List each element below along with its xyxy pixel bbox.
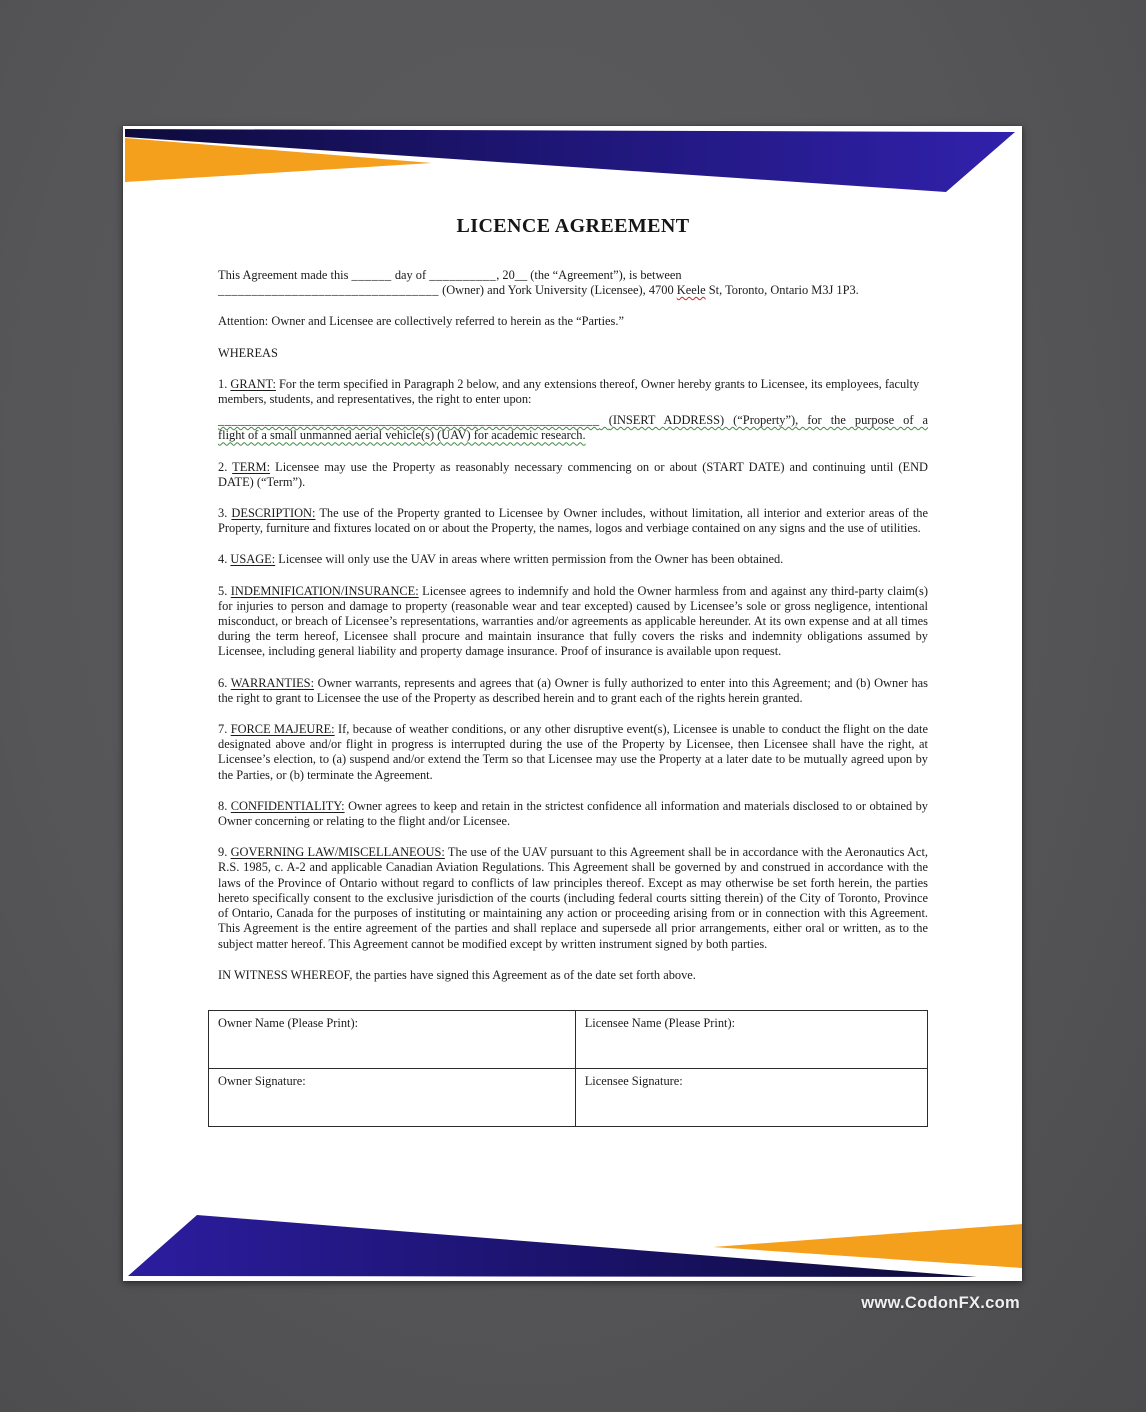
section-heading: WARRANTIES: [230, 675, 315, 690]
insert-address-text: (INSERT ADDRESS) (“Property”), for the purpose of a [608, 413, 929, 428]
blank-month-line: __________ [429, 268, 497, 282]
intro-paragraph [218, 268, 928, 298]
section-body: Licensee will only use the UAV in areas where written permission from the Owner has been obtained. [278, 552, 784, 567]
section-body: The use of the Property granted to Licensee by Owner includes, without limitation, all interior and exterior areas of the Property, furniture and fixtures located on or about the Property, the names, logos and verbiage contained on any signs and the use of utilities. [218, 506, 928, 536]
section-body: Owner warrants, represents and agrees that (a) Owner is fully authorized to enter into this Agreement; and (b) Owner has the right to grant to Licensee the use of the Property as described herein and to grant each of the rights herein granted. [218, 675, 928, 705]
document-title: LICENCE AGREEMENT [456, 215, 690, 237]
section-body: Owner agrees to keep and retain in the strictest confidence all information and materials disclosed to or obtained by Owner concerning or relating to the flight and/or Licensee. [218, 798, 929, 829]
section-body: If, because of weather conditions, or any other disruptive event(s), Licensee is unable to conduct the flight on the date designated above and/or flight in progress is interrupted during the use of the Property by Licensee, then Licensee shall have the right, at Licensee’s election, to (a) suspend and/or extend the Term so that Licensee may use the Property at a later date to be mutually agreed upon by the Parties, or (b) terminate the Agreement. [218, 722, 928, 782]
website-watermark: www.CodonFX.com [861, 1294, 1020, 1312]
section-heading: TERM: [232, 459, 271, 474]
document-content [123, 126, 1022, 1127]
intro-text-1: This Agreement made this [218, 268, 349, 282]
section-grant [218, 377, 928, 444]
misspelled-word-keele: Keele [676, 283, 706, 298]
insert-address-line-2: flight of a small unmanned aerial vehicle(s) (UAV) for academic research. [218, 428, 586, 443]
licensee-signature-cell: Licensee Signature: [575, 1068, 927, 1126]
section-indemnification [218, 584, 928, 660]
section-force-majeure [218, 722, 928, 783]
intro-text-2: day of [394, 268, 427, 282]
signature-table [208, 1010, 928, 1127]
section-number: 3. [218, 506, 228, 521]
bottom-orange-triangle-shape [713, 1224, 1022, 1268]
blank-address-line: _________________________________________________________ [218, 413, 600, 428]
section-description [218, 506, 928, 536]
section-heading: INDEMNIFICATION/INSURANCE: [230, 583, 419, 598]
section-body: For the term specified in Paragraph 2 below, and any extensions thereof, Owner hereby grants to Licensee, its employees, faculty members, students, and representatives, the right to enter upon: [218, 376, 920, 407]
section-number: 1. [218, 376, 228, 391]
owner-name-cell: Owner Name (Please Print): [209, 1010, 576, 1068]
table-row [209, 1068, 928, 1126]
intro-text-4: (Owner) and York University (Licensee), 4700 [442, 283, 674, 298]
section-heading: DESCRIPTION: [231, 506, 316, 521]
section-body: Licensee may use the Property as reasonably necessary commencing on or about (START DATE) and continuing until (END DATE) (“Term”). [218, 459, 928, 489]
section-heading: CONFIDENTIALITY: [230, 798, 345, 813]
section-body: The use of the UAV pursuant to this Agreement shall be in accordance with the Aeronautics Act, R.S. 1985, c. A-2 and applicable Canadian Aviation Regulations. This Agreement shall be governed by and construed in accordance with the laws of the Province of Ontario without regard to conflicts of law principles thereof. Except as may otherwise be set forth herein, the parties hereto specifically consent to the exclusive jurisdiction of the courts (including federal courts sitting therein) of the City of Toronto, Province of Ontario, Canada for the purposes of instituting or maintaining any action or proceeding arising from or in connection with this Agreement. This Agreement is the entire agreement of the parties and shall replace and supersede all prior arrangements, either oral or written, as to the subject matter hereof. This Agreement cannot be modified except by written instrument signed by both parties. [218, 845, 928, 951]
section-number: 7. [218, 722, 228, 737]
section-number: 8. [218, 798, 228, 813]
section-usage [218, 552, 928, 567]
section-heading: FORCE MAJEURE: [230, 722, 335, 737]
intro-text-3: , 20__ (the “Agreement”), is between [496, 268, 682, 282]
bottom-navy-banner-shape [128, 1215, 977, 1277]
section-governing-law [218, 845, 928, 951]
section-number: 2. [218, 459, 228, 474]
blank-day-line: ______ [351, 268, 392, 282]
table-row [209, 1010, 928, 1068]
section-number: 6. [218, 675, 228, 690]
document-page [123, 126, 1022, 1281]
section-heading: USAGE: [230, 552, 276, 567]
section-heading: GOVERNING LAW/MISCELLANEOUS: [230, 845, 445, 860]
insert-address-block [218, 413, 928, 443]
whereas-heading: WHEREAS [218, 345, 278, 360]
section-term [218, 460, 928, 490]
insert-address-line-1 [218, 413, 928, 428]
licensee-name-cell: Licensee Name (Please Print): [575, 1010, 927, 1068]
section-number: 9. [218, 845, 228, 860]
section-heading: GRANT: [230, 376, 276, 391]
section-number: 5. [218, 583, 228, 598]
intro-text-5: St, Toronto, Ontario M3J 1P3. [708, 283, 859, 298]
section-number: 4. [218, 552, 228, 567]
section-body: Licensee agrees to indemnify and hold the Owner harmless from and against any third-party claim(s) for injuries to person and damage to property (reasonable wear and tear excepted) caused by Licensee’s sole or gross negligence, intentional misconduct, or breach of Licensee’s representations, warranties and/or agreements as applicable hereunder. At its own expense and at all times during the term hereof, Licensee shall procure and maintain insurance that fully covers the risks and indemnity obligations assumed by Licensee, including general liability and property damage insurance. Proof of insurance is available upon request. [218, 583, 928, 659]
owner-signature-cell: Owner Signature: [209, 1068, 576, 1126]
blank-owner-line: _________________________________ [218, 283, 439, 298]
section-confidentiality [218, 799, 928, 829]
section-warranties [218, 676, 928, 706]
attention-line: Attention: Owner and Licensee are collectively referred to herein as the “Parties.” [218, 314, 624, 329]
witness-line: IN WITNESS WHEREOF, the parties have signed this Agreement as of the date set forth above. [218, 967, 696, 982]
